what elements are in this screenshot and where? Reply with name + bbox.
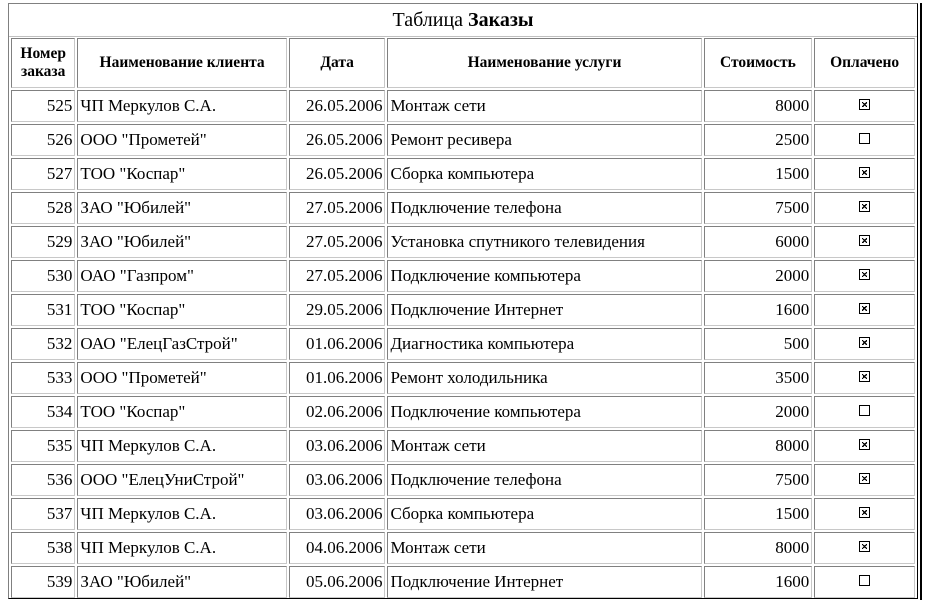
cell-service-name: Монтаж сети (387, 430, 701, 462)
table-row (11, 498, 915, 530)
table-row (11, 192, 915, 224)
header-row (11, 38, 915, 88)
cell-service-name: Подключение Интернет (387, 294, 701, 326)
col-header-date: Дата (289, 38, 386, 88)
cell-date: 29.05.2006 (289, 294, 386, 326)
cell-cost: 7500 (704, 464, 813, 496)
paid-checkbox-checked[interactable] (859, 201, 870, 212)
cell-date: 02.06.2006 (289, 396, 386, 428)
paid-checkbox-checked[interactable] (859, 371, 870, 382)
cell-cost: 6000 (704, 226, 813, 258)
cell-service-name: Сборка компьютера (387, 158, 701, 190)
table-caption (9, 4, 917, 37)
cell-paid (814, 158, 915, 190)
paid-checkbox-checked[interactable] (859, 439, 870, 450)
cell-cost: 1600 (704, 294, 813, 326)
cell-paid (814, 532, 915, 564)
cell-cost: 8000 (704, 90, 813, 122)
cell-paid (814, 328, 915, 360)
col-header-service: Наименование услуги (387, 38, 701, 88)
cell-order-number: 538 (11, 532, 75, 564)
cell-paid (814, 430, 915, 462)
cell-order-number: 533 (11, 362, 75, 394)
table-row (11, 362, 915, 394)
cell-client-name: ЗАО "Юбилей" (77, 192, 286, 224)
paid-checkbox-unchecked[interactable] (859, 405, 870, 416)
cell-date: 26.05.2006 (289, 90, 386, 122)
table-row (11, 260, 915, 292)
paid-checkbox-checked[interactable] (859, 303, 870, 314)
cell-service-name: Монтаж сети (387, 90, 701, 122)
cell-date: 05.06.2006 (289, 566, 386, 598)
cell-client-name: ОАО "Газпром" (77, 260, 286, 292)
cell-cost: 2500 (704, 124, 813, 156)
cell-client-name: ОАО "ЕлецГазСтрой" (77, 328, 286, 360)
paid-checkbox-checked[interactable] (859, 541, 870, 552)
paid-checkbox-checked[interactable] (859, 269, 870, 280)
cell-service-name: Ремонт ресивера (387, 124, 701, 156)
cell-paid (814, 192, 915, 224)
cell-date: 01.06.2006 (289, 362, 386, 394)
paid-checkbox-checked[interactable] (859, 167, 870, 178)
col-header-cost: Стоимость (704, 38, 813, 88)
cell-date: 04.06.2006 (289, 532, 386, 564)
table-row (11, 226, 915, 258)
cell-service-name: Установка спутникого телевидения (387, 226, 701, 258)
cell-order-number: 530 (11, 260, 75, 292)
cell-date: 03.06.2006 (289, 430, 386, 462)
cell-service-name: Подключение телефона (387, 464, 701, 496)
cell-paid (814, 498, 915, 530)
cell-client-name: ООО "ЕлецУниСтрой" (77, 464, 286, 496)
cell-client-name: ЧП Меркулов С.А. (77, 498, 286, 530)
table-row (11, 430, 915, 462)
cell-cost: 7500 (704, 192, 813, 224)
table-row (11, 294, 915, 326)
cell-paid (814, 124, 915, 156)
cell-paid (814, 396, 915, 428)
cell-service-name: Подключение телефона (387, 192, 701, 224)
paid-checkbox-checked[interactable] (859, 99, 870, 110)
cell-date: 27.05.2006 (289, 226, 386, 258)
cell-cost: 3500 (704, 362, 813, 394)
cell-client-name: ТОО "Коспар" (77, 396, 286, 428)
cell-client-name: ЗАО "Юбилей" (77, 226, 286, 258)
paid-checkbox-checked[interactable] (859, 473, 870, 484)
cell-client-name: ТОО "Коспар" (77, 158, 286, 190)
cell-date: 01.06.2006 (289, 328, 386, 360)
cell-date: 03.06.2006 (289, 464, 386, 496)
cell-paid (814, 362, 915, 394)
cell-date: 26.05.2006 (289, 158, 386, 190)
cell-paid (814, 90, 915, 122)
table-row (11, 566, 915, 598)
cell-paid (814, 226, 915, 258)
cell-client-name: ТОО "Коспар" (77, 294, 286, 326)
cell-client-name: ЗАО "Юбилей" (77, 566, 286, 598)
cell-service-name: Подключение Интернет (387, 566, 701, 598)
cell-cost: 1500 (704, 158, 813, 190)
table-row (11, 532, 915, 564)
cell-order-number: 532 (11, 328, 75, 360)
cell-order-number: 526 (11, 124, 75, 156)
cell-client-name: ООО "Прометей" (77, 362, 286, 394)
cell-service-name: Диагностика компьютера (387, 328, 701, 360)
cell-order-number: 535 (11, 430, 75, 462)
paid-checkbox-checked[interactable] (859, 507, 870, 518)
cell-order-number: 534 (11, 396, 75, 428)
cell-order-number: 531 (11, 294, 75, 326)
table-row (11, 464, 915, 496)
cell-service-name: Ремонт холодильника (387, 362, 701, 394)
cell-date: 03.06.2006 (289, 498, 386, 530)
cell-order-number: 539 (11, 566, 75, 598)
cell-paid (814, 260, 915, 292)
cell-client-name: ООО "Прометей" (77, 124, 286, 156)
cell-cost: 1500 (704, 498, 813, 530)
paid-checkbox-unchecked[interactable] (859, 133, 870, 144)
cell-order-number: 529 (11, 226, 75, 258)
cell-order-number: 527 (11, 158, 75, 190)
cell-order-number: 537 (11, 498, 75, 530)
cell-cost: 2000 (704, 260, 813, 292)
cell-cost: 8000 (704, 532, 813, 564)
paid-checkbox-checked[interactable] (859, 337, 870, 348)
table-row (11, 328, 915, 360)
col-header-num: Номер заказа (11, 38, 75, 88)
table-row (11, 90, 915, 122)
cell-paid (814, 464, 915, 496)
cell-cost: 500 (704, 328, 813, 360)
cell-date: 26.05.2006 (289, 124, 386, 156)
caption-prefix: Таблица (392, 9, 464, 31)
cell-service-name: Сборка компьютера (387, 498, 701, 530)
cell-service-name: Подключение компьютера (387, 260, 701, 292)
cell-cost: 8000 (704, 430, 813, 462)
cell-client-name: ЧП Меркулов С.А. (77, 532, 286, 564)
cell-paid (814, 566, 915, 598)
cell-order-number: 536 (11, 464, 75, 496)
cell-service-name: Монтаж сети (387, 532, 701, 564)
cell-order-number: 525 (11, 90, 75, 122)
paid-checkbox-checked[interactable] (859, 235, 870, 246)
cell-client-name: ЧП Меркулов С.А. (77, 90, 286, 122)
caption-table-name: Заказы (468, 9, 534, 31)
window-edge (920, 3, 922, 600)
table-row (11, 396, 915, 428)
col-header-client: Наименование клиента (77, 38, 286, 88)
cell-order-number: 528 (11, 192, 75, 224)
col-header-paid: Оплачено (814, 38, 915, 88)
cell-date: 27.05.2006 (289, 260, 386, 292)
cell-client-name: ЧП Меркулов С.А. (77, 430, 286, 462)
cell-date: 27.05.2006 (289, 192, 386, 224)
cell-service-name: Подключение компьютера (387, 396, 701, 428)
cell-paid (814, 294, 915, 326)
table-row (11, 158, 915, 190)
orders-table (9, 36, 917, 600)
table-row (11, 124, 915, 156)
cell-cost: 1600 (704, 566, 813, 598)
cell-cost: 2000 (704, 396, 813, 428)
paid-checkbox-unchecked[interactable] (859, 575, 870, 586)
